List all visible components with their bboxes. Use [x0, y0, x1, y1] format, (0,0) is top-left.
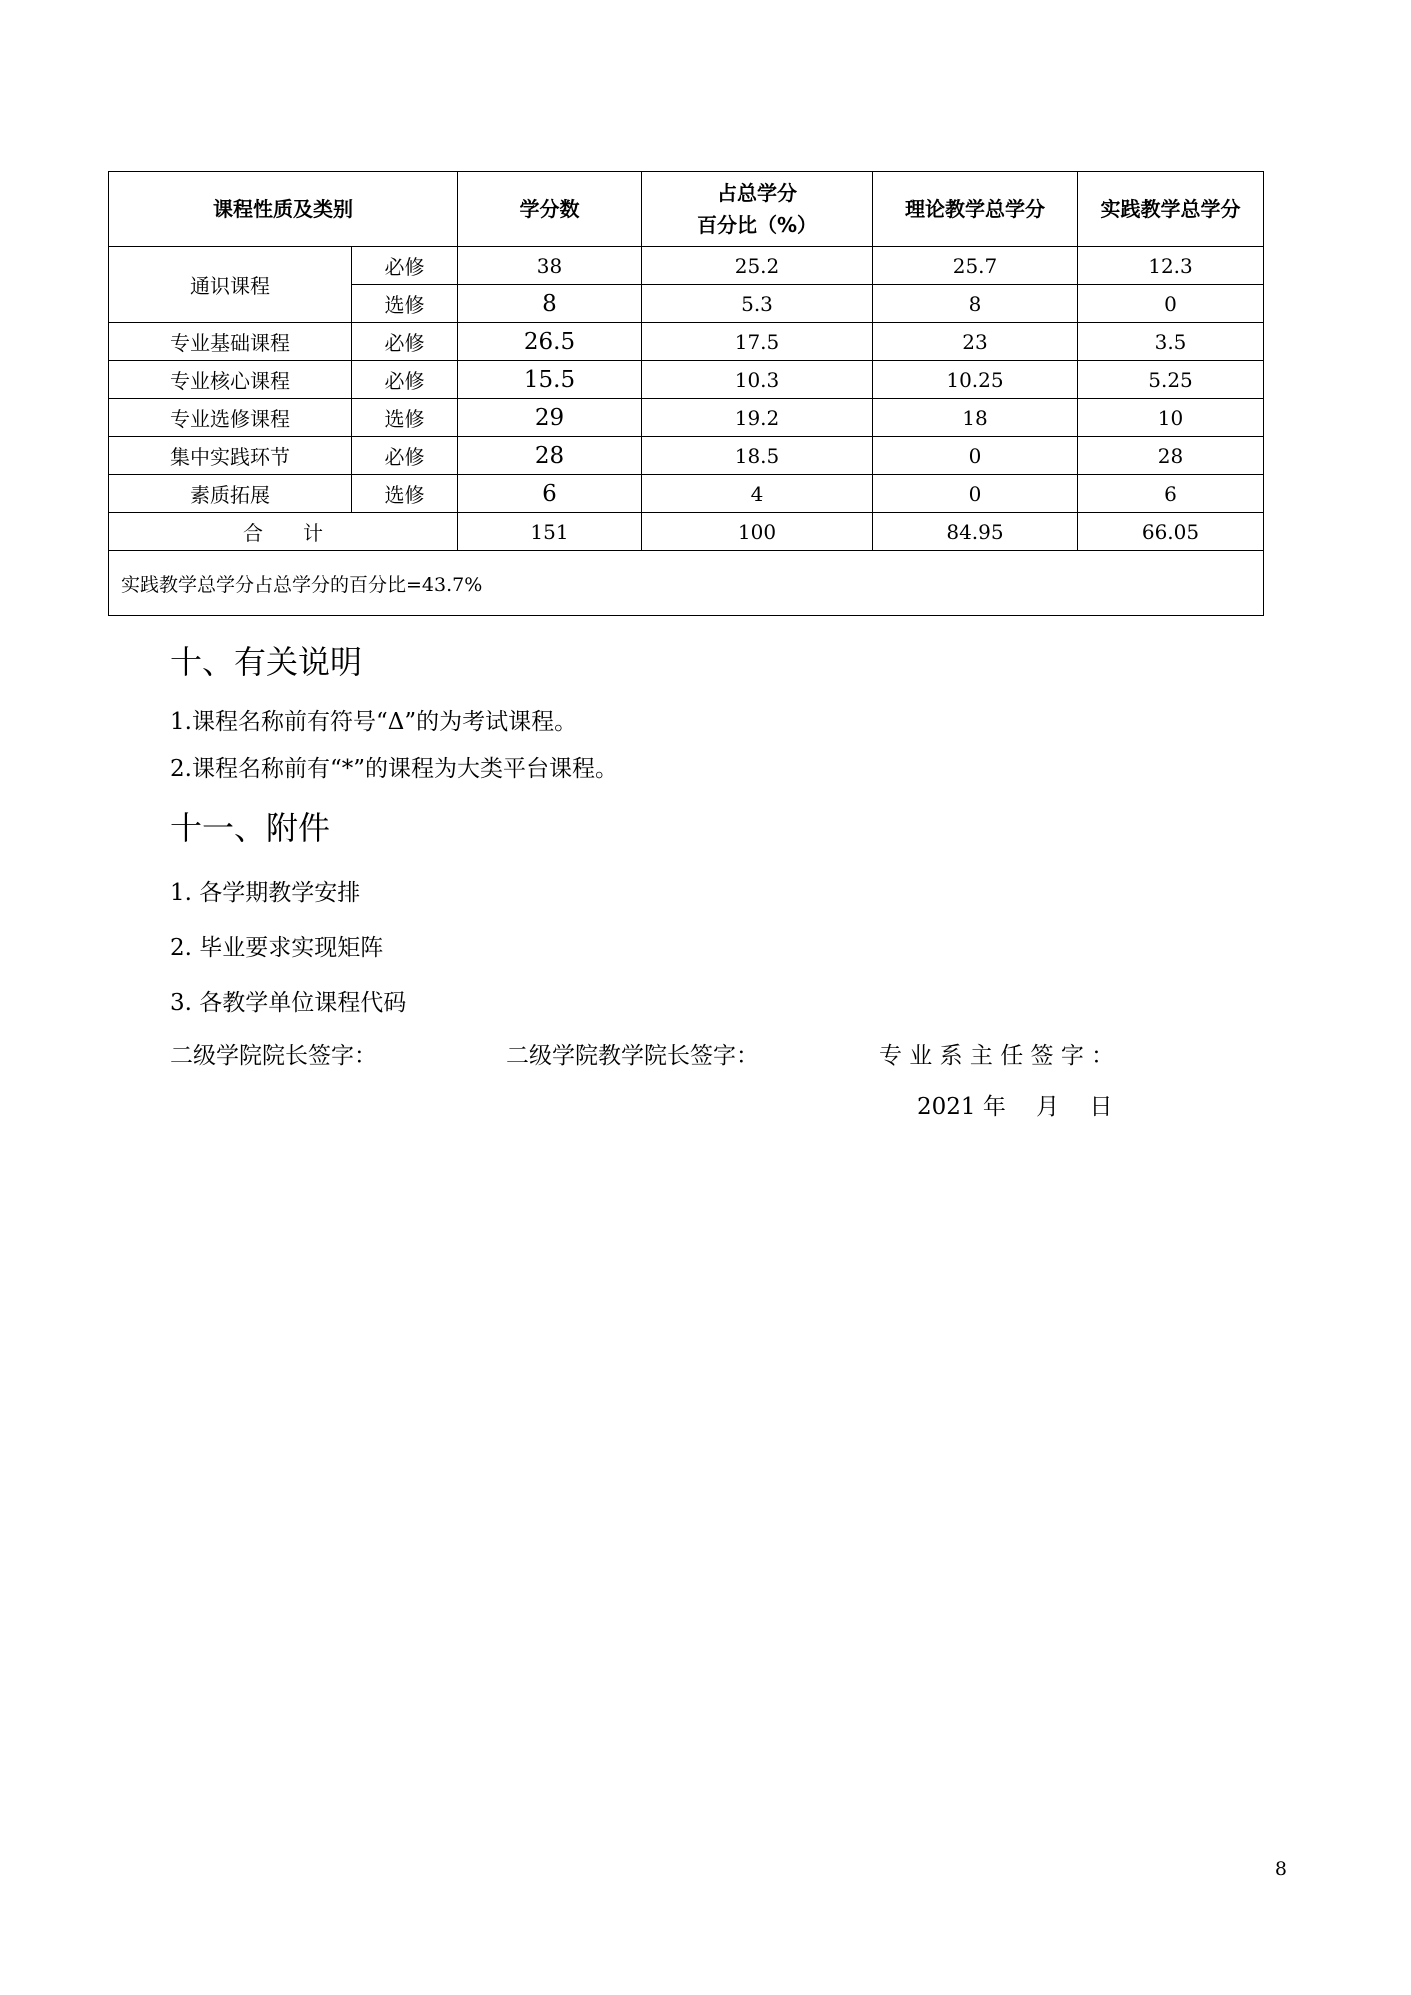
- table-row: [109, 361, 1264, 399]
- total-practice: 66.05: [1078, 513, 1264, 551]
- row-type: 选修: [352, 285, 458, 323]
- row-group: 专业核心课程: [109, 361, 352, 399]
- dept-head-signature-label: 专 业 系 主 任 签 字 ：: [879, 1043, 1115, 1069]
- page-number: 8: [1274, 1858, 1287, 1880]
- table-row: [109, 323, 1264, 361]
- row-practice: 10: [1078, 399, 1264, 437]
- header-percent: [642, 172, 873, 247]
- row-percent: 17.5: [642, 323, 873, 361]
- row-percent: 10.3: [642, 361, 873, 399]
- row-type: 选修: [352, 475, 458, 513]
- row-theory: 0: [873, 437, 1078, 475]
- row-theory: 10.25: [873, 361, 1078, 399]
- row-practice: 12.3: [1078, 247, 1264, 285]
- header-percent-line1: 占总学分: [717, 181, 797, 205]
- row-percent: 4: [642, 475, 873, 513]
- header-practice: 实践教学总学分: [1078, 172, 1264, 247]
- section-10-heading: 十、有关说明: [170, 643, 363, 681]
- row-type: 必修: [352, 437, 458, 475]
- row-practice: 5.25: [1078, 361, 1264, 399]
- total-label: 合 计: [109, 513, 458, 551]
- row-group: 专业选修课程: [109, 399, 352, 437]
- row-theory: 18: [873, 399, 1078, 437]
- table-row: [109, 475, 1264, 513]
- attachment-item-2: 2. 毕业要求实现矩阵: [170, 935, 384, 961]
- row-practice: 6: [1078, 475, 1264, 513]
- practice-percent-note: 实践教学总学分占总学分的百分比=43.7%: [109, 551, 1264, 616]
- row-credits: 38: [458, 247, 642, 285]
- row-type: 选修: [352, 399, 458, 437]
- row-credits: 15.5: [458, 361, 642, 399]
- row-theory: 25.7: [873, 247, 1078, 285]
- row-percent: 5.3: [642, 285, 873, 323]
- row-type: 必修: [352, 247, 458, 285]
- table-row: [109, 247, 1264, 285]
- table-header-row: [109, 172, 1264, 247]
- row-theory: 23: [873, 323, 1078, 361]
- row-percent: 25.2: [642, 247, 873, 285]
- section-11-heading: 十一、附件: [170, 809, 331, 847]
- row-type: 必修: [352, 361, 458, 399]
- header-credits: 学分数: [458, 172, 642, 247]
- table-total-row: [109, 513, 1264, 551]
- row-percent: 18.5: [642, 437, 873, 475]
- row-group: 专业基础课程: [109, 323, 352, 361]
- header-percent-line2: 百分比（%）: [696, 213, 818, 237]
- table-note-row: [109, 551, 1264, 616]
- row-group: 集中实践环节: [109, 437, 352, 475]
- row-group: 通识课程: [109, 247, 352, 323]
- attachment-item-3: 3. 各教学单位课程代码: [170, 990, 407, 1016]
- dean-signature-label: 二级学院院长签字：: [170, 1043, 377, 1069]
- section-10-item-2: 2.课程名称前有“*”的课程为大类平台课程。: [170, 756, 618, 782]
- row-practice: 0: [1078, 285, 1264, 323]
- credits-table: [108, 171, 1264, 616]
- attachment-item-1: 1. 各学期教学安排: [170, 880, 361, 906]
- row-group: 素质拓展: [109, 475, 352, 513]
- row-credits: 8: [458, 285, 642, 323]
- total-percent: 100: [642, 513, 873, 551]
- total-theory: 84.95: [873, 513, 1078, 551]
- row-credits: 29: [458, 399, 642, 437]
- row-theory: 0: [873, 475, 1078, 513]
- table-row: [109, 399, 1264, 437]
- total-credits: 151: [458, 513, 642, 551]
- row-percent: 19.2: [642, 399, 873, 437]
- row-practice: 28: [1078, 437, 1264, 475]
- table-row: [109, 437, 1264, 475]
- row-theory: 8: [873, 285, 1078, 323]
- section-10-item-1: 1.课程名称前有符号“Δ”的为考试课程。: [170, 709, 578, 735]
- header-theory: 理论教学总学分: [873, 172, 1078, 247]
- row-practice: 3.5: [1078, 323, 1264, 361]
- header-category: 课程性质及类别: [109, 172, 458, 247]
- teaching-dean-signature-label: 二级学院教学院长签字：: [506, 1043, 759, 1069]
- row-type: 必修: [352, 323, 458, 361]
- row-credits: 28: [458, 437, 642, 475]
- row-credits: 26.5: [458, 323, 642, 361]
- signature-date: 2021 年 月 日: [917, 1094, 1113, 1120]
- row-credits: 6: [458, 475, 642, 513]
